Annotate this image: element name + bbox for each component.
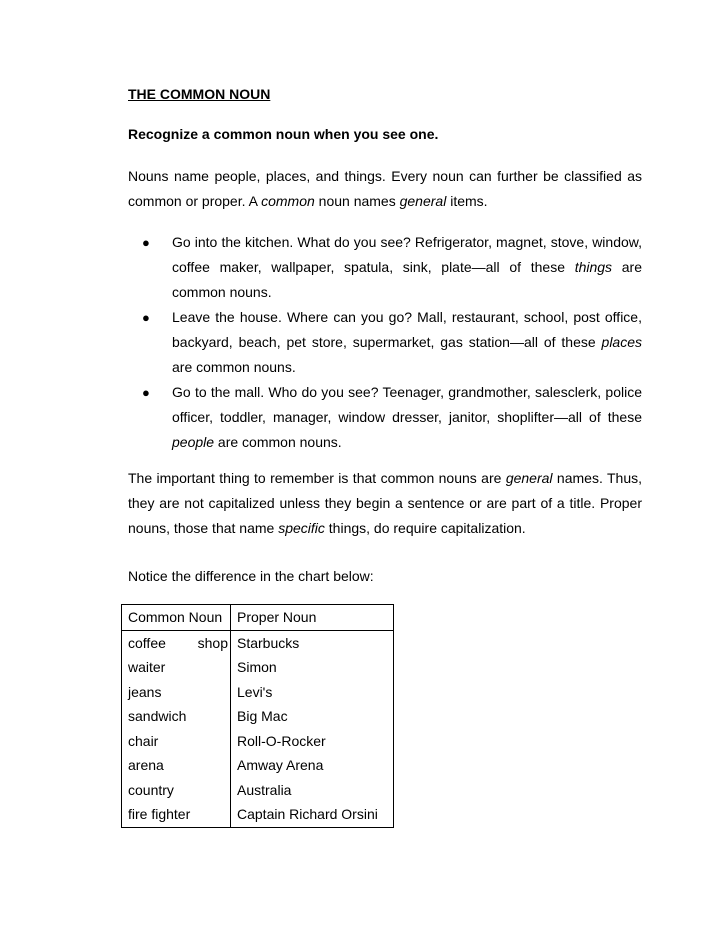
explanation-text-2: names. Thus, they are not capitalized unless they begin a sentence or are part of a title. Proper nouns, those that name bbox=[128, 470, 642, 536]
table-cell-proper: Starbucks bbox=[231, 630, 394, 655]
bullet-emphasis: people bbox=[172, 434, 215, 450]
table-row bbox=[122, 753, 394, 778]
bullet-text-end: are common nouns. bbox=[172, 259, 643, 300]
table-cell-proper: Big Mac bbox=[231, 704, 394, 729]
intro-emphasis-general: general bbox=[399, 193, 447, 209]
intro-emphasis-common: common bbox=[261, 193, 315, 209]
table-cell-common: fire fighter bbox=[122, 802, 231, 827]
intro-text-1: Nouns name people, places, and things. Every noun can further be classified as common or proper. A bbox=[128, 168, 642, 209]
table-cell-proper: Captain Richard Orsini bbox=[231, 802, 394, 827]
table-cell-proper: Simon bbox=[231, 655, 394, 680]
intro-text-3: items. bbox=[446, 193, 488, 209]
table-cell-common: arena bbox=[122, 753, 231, 778]
table-row bbox=[122, 802, 394, 827]
explanation-paragraph bbox=[128, 466, 642, 541]
bullet-icon: ● bbox=[142, 385, 150, 400]
table-cell-proper: Amway Arena bbox=[231, 753, 394, 778]
bullet-item-people bbox=[142, 380, 642, 455]
cell-word: shop bbox=[197, 634, 228, 651]
bullet-item-things bbox=[142, 230, 643, 305]
header-common-noun: Common Noun bbox=[122, 605, 231, 631]
table-cell-proper: Levi's bbox=[231, 680, 394, 705]
table-row bbox=[122, 729, 394, 754]
bullet-item-places bbox=[142, 305, 642, 380]
table-row bbox=[122, 680, 394, 705]
table-header-row bbox=[122, 605, 394, 631]
cell-word: coffee bbox=[128, 634, 166, 651]
explanation-emphasis-general: general bbox=[505, 470, 553, 486]
bullet-emphasis: things bbox=[574, 259, 613, 275]
bullet-text: Go to the mall. Who do you see? Teenager, grandmother, salesclerk, police officer, toddler, manager, window dresser, janitor, shoplifter—all of these bbox=[172, 384, 642, 425]
table-cell-common bbox=[122, 630, 231, 655]
table-row bbox=[122, 778, 394, 803]
table-cell-common: waiter bbox=[122, 655, 231, 680]
intro-text-2: noun names bbox=[314, 193, 400, 209]
table-row bbox=[122, 704, 394, 729]
table-row bbox=[122, 655, 394, 680]
explanation-emphasis-specific: specific bbox=[278, 520, 325, 536]
explanation-text-3: things, do require capitalization. bbox=[324, 520, 526, 536]
chart-intro-text: Notice the difference in the chart below: bbox=[128, 568, 374, 584]
table-cell-common: chair bbox=[122, 729, 231, 754]
noun-comparison-table bbox=[121, 604, 394, 828]
header-proper-noun: Proper Noun bbox=[231, 605, 394, 631]
table-cell-common: country bbox=[122, 778, 231, 803]
bullet-text-end: are common nouns. bbox=[214, 434, 342, 450]
table-cell-common: sandwich bbox=[122, 704, 231, 729]
section-subtitle: Recognize a common noun when you see one. bbox=[128, 126, 439, 142]
page-title: THE COMMON NOUN bbox=[128, 86, 271, 102]
table-row bbox=[122, 630, 394, 655]
explanation-text-1: The important thing to remember is that common nouns are bbox=[128, 470, 506, 486]
bullet-emphasis: places bbox=[601, 334, 642, 350]
table-cell-proper: Roll-O-Rocker bbox=[231, 729, 394, 754]
table-cell-proper: Australia bbox=[231, 778, 394, 803]
bullet-icon: ● bbox=[142, 235, 150, 250]
bullet-text: Leave the house. Where can you go? Mall, restaurant, school, post office, backyard, beach, pet store, supermarket, gas station—all of these bbox=[172, 309, 642, 350]
bullet-text: Go into the kitchen. What do you see? Refrigerator, magnet, stove, window, coffee maker, wallpaper, spatula, sink, plate—all of these bbox=[172, 234, 642, 275]
bullet-text-end: are common nouns. bbox=[172, 359, 296, 375]
example-bullet-list bbox=[142, 230, 643, 455]
bullet-icon: ● bbox=[142, 310, 150, 325]
intro-paragraph bbox=[128, 164, 642, 214]
table-cell-common: jeans bbox=[122, 680, 231, 705]
